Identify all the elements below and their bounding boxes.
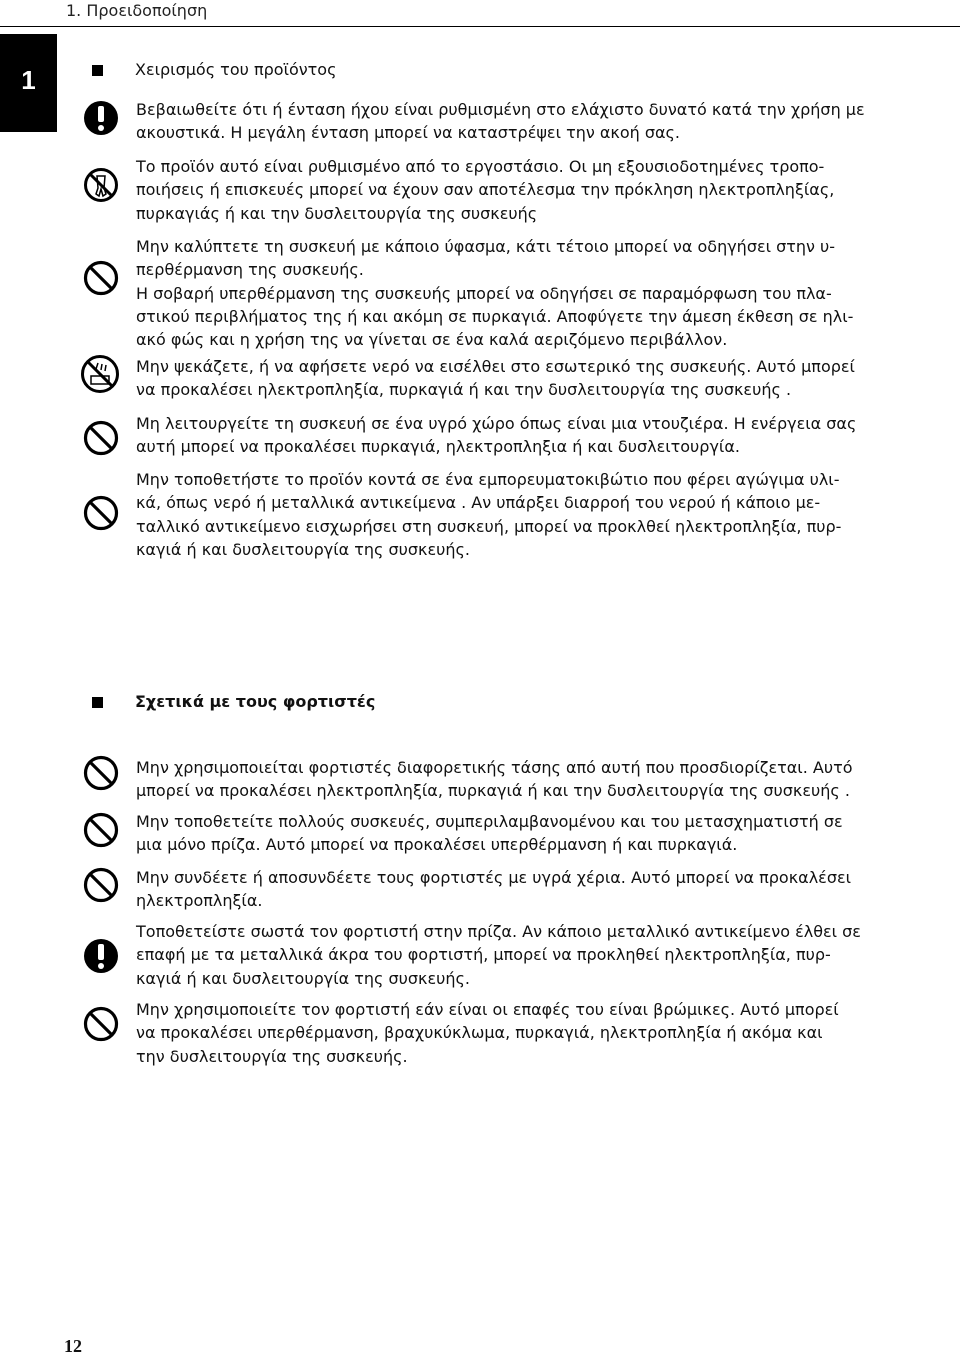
paragraph-line: Μη λειτουργείτε τη συσκευή σε ένα υγρό χώρο όπως είναι μια ντουζιέρα. Η ενέργεια σας — [136, 414, 857, 433]
page-number: 12 — [64, 1336, 82, 1356]
warning-paragraph — [136, 355, 936, 402]
paragraph-line: αυτή μπορεί να προκαλέσει πυρκαγιά, ηλεκτροπληξια ή και δυσλειτουργία. — [136, 437, 740, 457]
section-title: Σχετικά με τους φορτιστές — [135, 692, 376, 711]
exclamation-warning-icon — [83, 100, 119, 136]
prohibition-icon — [83, 420, 119, 456]
square-bullet-icon — [92, 65, 103, 76]
warning-paragraph — [136, 468, 936, 561]
paragraph-line: Μην τοποθετήστε το προϊόν κοντά σε ένα εμπορευματοκιβώτιο που φέρει αγώγιμα υλι- — [136, 470, 840, 489]
paragraph-line: μπορεί να προκαλέσει ηλεκτροπληξία, πυρκαγιά ή και την δυσλειτουργία της συσκευής . — [136, 781, 850, 801]
paragraph-line: Τοποθετείστε σωστά τον φορτιστή στην πρίζα. Αν κάποιο μεταλλικό αντικείμενο έλθει σε — [136, 922, 861, 941]
paragraph-line: μια μόνο πρίζα. Αυτό μπορεί να προκαλέσει υπερθέρμανση ή και πυρκαγιά. — [136, 835, 738, 855]
paragraph-line: Μην τοποθετείτε πολλούς συσκευές, συμπεριλαμβανομένου και του μετασχηματιστή σε — [136, 812, 843, 831]
paragraph-line: Μην ψεκάζετε, ή να αφήσετε νερό να εισέλθει στο εσωτερικό της συσκευής. Αυτό μπορεί — [136, 357, 855, 376]
paragraph-line: κά, όπως νερό ή μεταλλικά αντικείμενα . Αν υπάρξει διαρροή του νερού ή κάποιο με- — [136, 493, 821, 513]
warning-paragraph — [136, 98, 936, 145]
prohibition-icon — [83, 495, 119, 531]
section-title: Χειρισμός του προϊόντος — [135, 60, 337, 79]
paragraph-line: περθέρμανση της συσκευής. — [136, 260, 364, 280]
warning-paragraph — [136, 235, 936, 351]
paragraph-line: να προκαλέσει υπερθέρμανση, βραχυκύκλωμα, πυρκαγιά, ηλεκτροπληξία ή ακόμα και — [136, 1023, 823, 1043]
warning-paragraph — [136, 920, 936, 990]
warning-paragraph — [136, 756, 936, 803]
paragraph-line: να προκαλέσει ηλεκτροπληξία, πυρκαγιά ή και την δυσλειτουργία της συσκευής . — [136, 380, 792, 400]
warning-paragraph — [136, 412, 936, 459]
no-water-spray-icon — [80, 354, 120, 394]
paragraph-line: Μην χρησιμοποιείτε τον φορτιστή εάν είναι οι επαφές του είναι βρώμικες. Αυτό μπορεί — [136, 1000, 839, 1019]
paragraph-line: ηλεκτροπληξία. — [136, 891, 263, 911]
paragraph-line: ακουστικά. Η μεγάλη ένταση μπορεί να καταστρέψει την ακοή σας. — [136, 123, 681, 143]
prohibition-icon — [83, 260, 119, 296]
warning-paragraph — [136, 998, 936, 1068]
exclamation-warning-icon — [83, 938, 119, 974]
paragraph-line: πυρκαγιάς ή και την δυσλειτουργία της συσκευής — [136, 203, 538, 223]
no-disassembly-icon — [83, 167, 119, 203]
paragraph-line: Μην χρησιμοποιείται φορτιστές διαφορετικής τάσης από αυτή που προσδιορίζεται. Αυτό — [136, 758, 853, 777]
paragraph-line: καγιά ή και δυσλειτουργία της συσκευής. — [136, 968, 471, 988]
square-bullet-icon — [92, 697, 103, 708]
paragraph-line: την δυσλειτουργία της συσκευής. — [136, 1046, 408, 1066]
paragraph-line: Μην καλύπτετε τη συσκευή με κάποιο ύφασμα, κάτι τέτοιο μπορεί να οδηγήσει στην υ- — [136, 237, 836, 256]
warning-paragraph — [136, 155, 936, 225]
paragraph-line: Μην συνδέετε ή αποσυνδέετε τους φορτιστές με υγρά χέρια. Αυτό μπορεί να προκαλέσει — [136, 868, 852, 887]
paragraph-line: καγιά ή και δυσλειτουργία της συσκευής. — [136, 539, 471, 559]
prohibition-icon — [83, 867, 119, 903]
warning-paragraph — [136, 810, 936, 857]
paragraph-line: Η σοβαρή υπερθέρμανση της συσκευής μπορεί να οδηγήσει σε παραμόρφωση του πλα- — [136, 283, 832, 303]
prohibition-icon — [83, 1006, 119, 1042]
paragraph-line: ακό φώς και η χρήση της να γίνεται σε ένα καλά αεριζόμενο περιβάλλον. — [136, 330, 728, 350]
paragraph-line: Το προϊόν αυτό είναι ρυθμισμένο από το εργοστάσιο. Οι μη εξουσιοδοτημένες τροπο- — [136, 157, 825, 176]
prohibition-icon — [83, 812, 119, 848]
paragraph-line: ποιήσεις ή επισκευές μπορεί να έχουν σαν αποτέλεσμα την πρόκληση ηλεκτροπληξίας, — [136, 180, 835, 200]
chapter-tab: 1 — [0, 34, 57, 132]
paragraph-line: Βεβαιωθείτε ότι ή ένταση ήχου είναι ρυθμισμένη στο ελάχιστο δυνατό κατά την χρήση με — [136, 100, 865, 119]
warning-paragraph — [136, 866, 936, 913]
paragraph-line: ταλλικό αντικείμενο εισχωρήσει στη συσκευή, μπορεί να προκλθεί ηλεκτροπληξία, πυρ- — [136, 516, 842, 536]
prohibition-icon — [83, 755, 119, 791]
paragraph-line: επαφή με τα μεταλλικά άκρα του φορτιστή, μπορεί να προκληθεί ηλεκτροπληξία, πυρ- — [136, 945, 831, 965]
page-header — [0, 0, 960, 27]
paragraph-line: στικού περιβλήματος της ή και ακόμη σε πυρκαγιά. Αποφύγετε την άμεση έκθεση σε ηλι- — [136, 306, 854, 326]
header-title: 1. Προειδοποίηση — [66, 1, 208, 20]
